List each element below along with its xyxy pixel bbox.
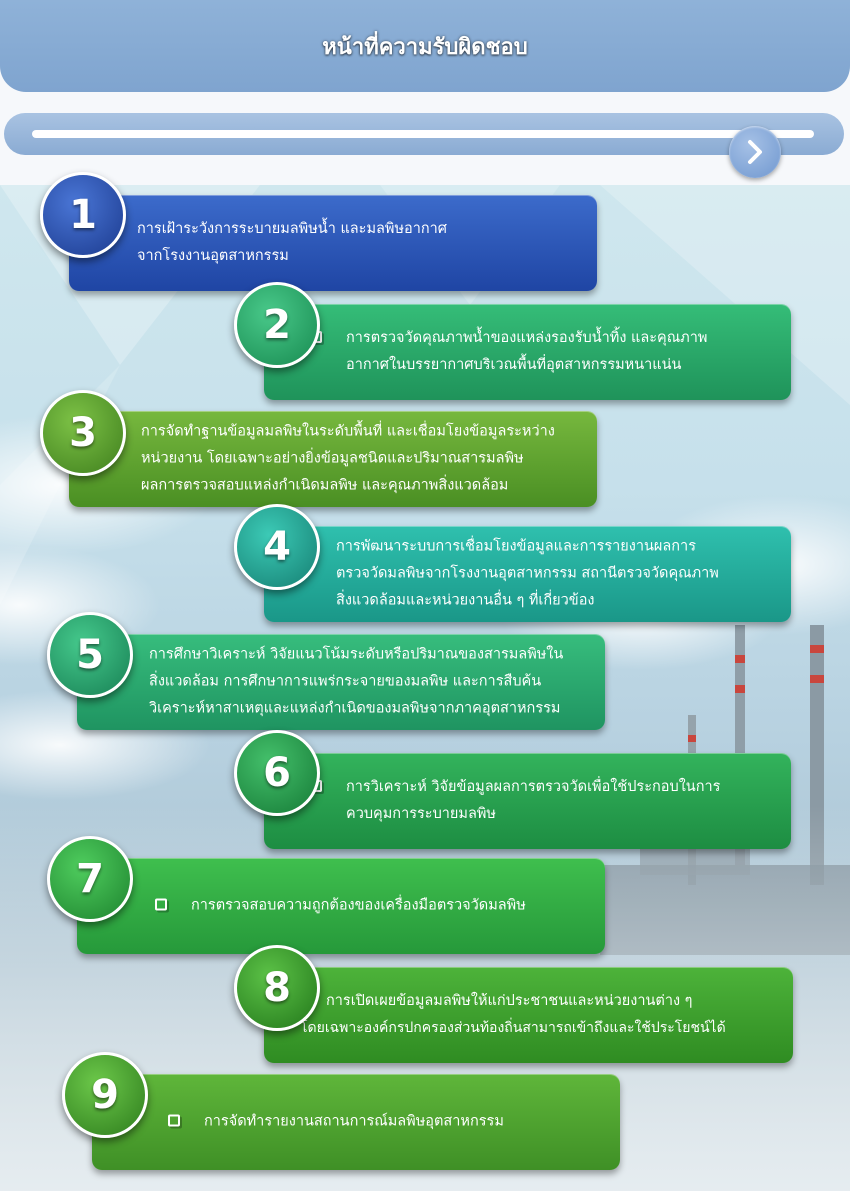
duty-card-7	[77, 858, 605, 954]
number-badge-8: 8	[234, 945, 320, 1031]
scroll-next-button[interactable]	[729, 126, 781, 178]
duty-card-4	[264, 526, 791, 622]
card-text: การตรวจวัดคุณภาพน้ำของแหล่งรองรับน้ำทิ้ง และคุณภาพ อากาศในบรรยากาศบริเวณพื้นที่อุตสาหกรรมหนาแน่น	[310, 325, 777, 379]
duty-card-8	[264, 967, 793, 1063]
number-badge-7: 7	[47, 836, 133, 922]
scroll-track[interactable]	[32, 130, 814, 138]
duty-card-9	[92, 1074, 620, 1170]
number-badge-1: 1	[40, 172, 126, 258]
number-badge-9: 9	[62, 1052, 148, 1138]
card-text: การศึกษาวิเคราะห์ วิจัยแนวโน้มระดับหรือปริมาณของสารมลพิษใน สิ่งแวดล้อม การศึกษาการแพร่กระจายของมลพิษ และการสืบค้น วิเคราะห์หาสาเหตุและแหล่งกำเนิดของมลพิษจากภาคอุตสาหกรรม	[113, 642, 591, 723]
card-text: การจัดทำรายงานสถานการณ์มลพิษอุตสาหกรรม	[168, 1109, 606, 1136]
horizontal-scrollbar[interactable]	[4, 113, 844, 155]
duty-card-5	[77, 634, 605, 730]
card-text: การจัดทำฐานข้อมูลมลพิษในระดับพื้นที่ และเชื่อมโยงข้อมูลระหว่าง หน่วยงาน โดยเฉพาะอย่างยิ่งข้อมูลชนิดและปริมาณสารมลพิษ ผลการตรวจสอบแหล่งกำเนิดมลพิษ และคุณภาพสิ่งแวดล้อม	[105, 419, 583, 500]
duty-card-3	[69, 411, 597, 507]
number-badge-2: 2	[234, 282, 320, 368]
number-badge-6: 6	[234, 730, 320, 816]
chevron-right-icon	[741, 138, 769, 166]
card-text: การตรวจสอบความถูกต้องของเครื่องมือตรวจวัดมลพิษ	[155, 893, 591, 920]
duty-card-1	[69, 195, 597, 291]
card-text: การพัฒนาระบบการเชื่อมโยงข้อมูลและการรายงานผลการ ตรวจวัดมลพิษจากโรงงานอุตสาหกรรม สถานีตรวจวัดคุณภาพ สิ่งแวดล้อมและหน่วยงานอื่น ๆ ที่เกี่ยวข้อง	[300, 534, 777, 615]
card-text: การเปิดเผยข้อมูลมลพิษให้แก่ประชาชนและหน่วยงานต่าง ๆ โดยเฉพาะองค์กรปกครองส่วนท้องถิ่นสามารถเข้าถึงและใช้ประโยชน์ได้	[300, 993, 726, 1036]
checkbox-icon	[168, 1115, 180, 1127]
number-badge-5: 5	[47, 612, 133, 698]
number-badge-4: 4	[234, 504, 320, 590]
card-text: การวิเคราะห์ วิจัยข้อมูลผลการตรวจวัดเพื่อใช้ประกอบในการ ควบคุมการระบายมลพิษ	[310, 774, 777, 828]
number-badge-3: 3	[40, 390, 126, 476]
page-title: หน้าที่ความรับผิดชอบ	[322, 34, 528, 60]
page-header	[0, 0, 850, 92]
duty-card-6	[264, 753, 791, 849]
duty-card-2	[264, 304, 791, 400]
card-text: การเฝ้าระวังการระบายมลพิษน้ำ และมลพิษอากาศ จากโรงงานอุตสาหกรรม	[101, 216, 583, 270]
checkbox-icon	[155, 899, 167, 911]
